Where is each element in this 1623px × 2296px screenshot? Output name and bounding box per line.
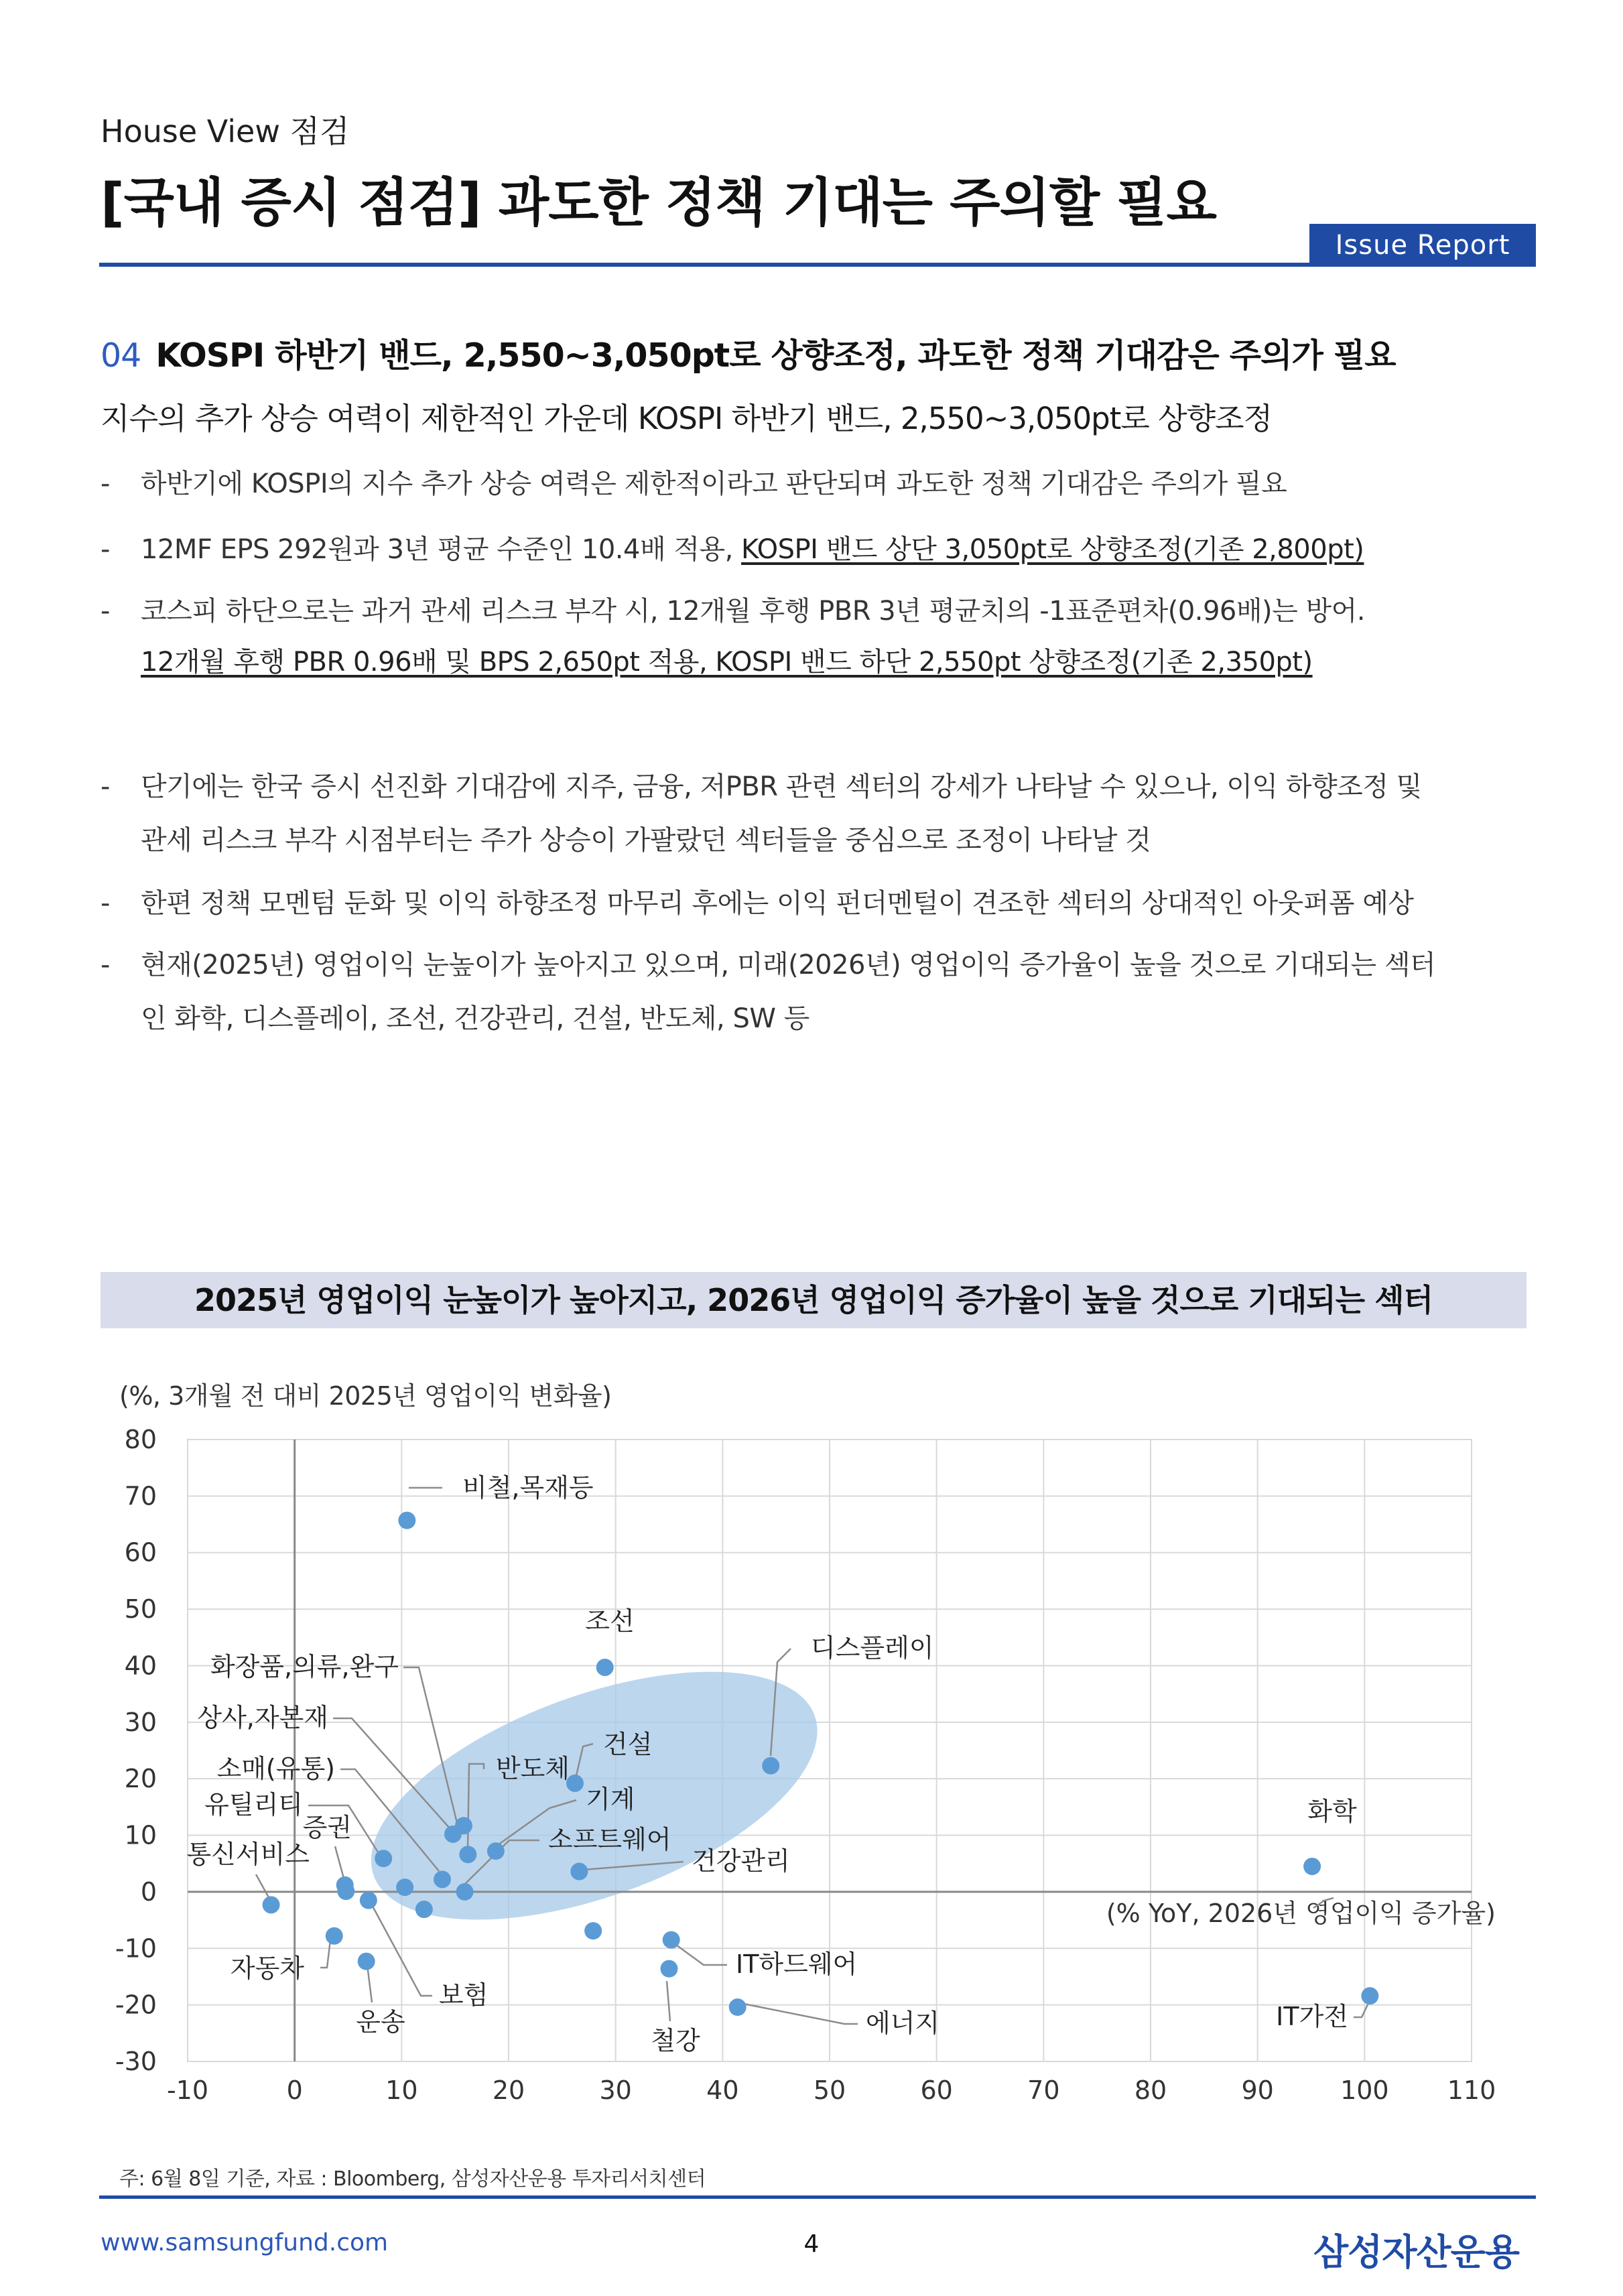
data-point [663, 1931, 680, 1949]
data-point [456, 1883, 474, 1901]
issue-report-badge: Issue Report [1309, 224, 1536, 267]
data-label: 철강 [651, 2026, 700, 2055]
x-tick-label: -10 [166, 2076, 209, 2105]
bullet-4-text: 단기에는 한국 증시 선진화 기대감에 지주, 금융, 저PBR 관련 섹터의 강세가 나타날 수 있으나, 이익 하향조정 및 [141, 771, 1422, 802]
bullet-1-text: 하반기에 KOSPI의 지수 추가 상승 여력은 제한적이라고 판단되며 과도한 정책 기대감은 주의가 필요 [141, 468, 1287, 499]
brand-logo: 삼성자산운용 [1313, 2231, 1519, 2273]
x-tick-label: 60 [920, 2076, 953, 2105]
data-point [459, 1846, 476, 1863]
footer-divider [99, 2195, 1536, 2199]
chart-x-axis-label: (% YoY, 2026년 영업이익 증가율) [1106, 1899, 1496, 1928]
data-point [398, 1512, 415, 1529]
bullet-5-text: 한편 정책 모멘텀 둔화 및 이익 하향조정 마무리 후에는 이익 펀더멘털이 견조한 섹터의 상대적인 아웃퍼폼 예상 [141, 888, 1414, 919]
data-label: 반도체 [495, 1754, 570, 1783]
data-point [434, 1870, 451, 1888]
x-tick-label: 100 [1340, 2076, 1389, 2105]
x-tick-label: 110 [1447, 2076, 1496, 2105]
data-label: 소매(유통) [216, 1754, 335, 1783]
data-point [570, 1863, 588, 1880]
data-point [444, 1826, 462, 1843]
x-tick-label: 90 [1241, 2076, 1274, 2105]
section-number: 04 [101, 336, 141, 375]
x-tick-label: 50 [813, 2076, 846, 2105]
data-point [584, 1922, 602, 1939]
data-label: 화학 [1307, 1797, 1357, 1826]
data-label: 소프트웨어 [548, 1825, 671, 1854]
x-tick-label: 10 [385, 2076, 418, 2105]
bullet-dash: - [101, 771, 110, 802]
data-point [360, 1892, 377, 1909]
chart-title: 2025년 영업이익 눈높이가 높아지고, 2026년 영업이익 증가율이 높을 것으로 기대되는 섹터 [194, 1282, 1433, 1318]
data-label: 화장품,의류,완구 [210, 1652, 399, 1681]
y-tick-label: 10 [124, 1820, 157, 1850]
x-tick-label: 70 [1027, 2076, 1060, 2105]
section-heading-text: KOSPI 하반기 밴드, 2,550~3,050pt로 상향조정, 과도한 정책 기대감은 주의가 필요 [155, 336, 1396, 375]
bullet-dash: - [101, 468, 110, 499]
data-label: IT하드웨어 [736, 1950, 858, 1979]
data-label: 건설 [603, 1730, 653, 1759]
data-point [375, 1850, 392, 1867]
data-point [729, 1998, 746, 2016]
y-tick-label: 0 [140, 1876, 157, 1907]
source-note: 주: 6월 8일 기준, 자료 : Bloomberg, 삼성자산운용 투자리서치센터 [119, 2167, 706, 2191]
data-label: 건강관리 [692, 1846, 790, 1876]
y-tick-label: 20 [124, 1764, 157, 1794]
y-tick-label: 50 [124, 1594, 157, 1624]
x-tick-label: 0 [286, 2076, 303, 2105]
y-tick-label: 40 [124, 1651, 157, 1681]
bullet-dash: - [101, 534, 110, 565]
data-label: 유틸리티 [204, 1790, 303, 1820]
data-point [358, 1953, 375, 1970]
report-overline: House View 점검 [101, 113, 350, 149]
bullet-3-text: 코스피 하단으로는 과거 관세 리스크 부각 시, 12개월 후행 PBR 3년 평균치의 -1표준편차(0.96배)는 방어. [141, 596, 1365, 627]
y-tick-label: -30 [115, 2047, 157, 2076]
bullet-6-text: 현재(2025년) 영업이익 눈높이가 높아지고 있으며, 미래(2026년) 영업이익 증가율이 높을 것으로 기대되는 섹터 [141, 950, 1436, 980]
y-tick-label: 70 [124, 1481, 157, 1511]
data-point [263, 1896, 280, 1913]
data-point [326, 1927, 343, 1945]
x-tick-label: 80 [1134, 2076, 1167, 2105]
data-label: 보험 [439, 1980, 489, 2010]
x-tick-label: 20 [492, 2076, 525, 2105]
bullet-3-underlined: 12개월 후행 PBR 0.96배 및 BPS 2,650pt 적용, KOSPI 밴드 하단 2,550pt 상향조정(기존 2,350pt) [141, 647, 1313, 678]
data-point [396, 1878, 413, 1896]
data-label: 기계 [586, 1785, 635, 1814]
data-label: 디스플레이 [811, 1633, 934, 1663]
data-point [1303, 1858, 1321, 1875]
section-subheading: 지수의 추가 상승 여력이 제한적인 가운데 KOSPI 하반기 밴드, 2,550~3,050pt로 상향조정 [101, 401, 1273, 436]
data-point [762, 1757, 779, 1775]
data-label: 통신서비스 [186, 1840, 310, 1869]
page-title: [국내 증시 점검] 과도한 정책 기대는 주의할 필요 [101, 173, 1216, 233]
data-label: 비철,목재등 [462, 1473, 594, 1503]
data-point [487, 1842, 505, 1860]
y-tick-label: 80 [124, 1425, 157, 1454]
data-label: 조선 [585, 1606, 635, 1636]
data-label: 상사,자본재 [197, 1703, 328, 1732]
bullet-2-text: 12MF EPS 292원과 3년 평균 수준인 10.4배 적용, [141, 534, 742, 565]
bullet-dash: - [101, 888, 110, 919]
data-label: 에너지 [866, 2008, 940, 2038]
data-point [596, 1659, 614, 1676]
y-tick-label: -10 [115, 1933, 157, 1964]
y-tick-label: -20 [115, 1990, 157, 2020]
data-point [661, 1960, 678, 1978]
bullet-6-continuation: 인 화학, 디스플레이, 조선, 건강관리, 건설, 반도체, SW 등 [141, 1003, 809, 1034]
data-point [1361, 1987, 1378, 2004]
chart-y-axis-label: (%, 3개월 전 대비 2025년 영업이익 변화율) [119, 1381, 612, 1411]
bullet-4-continuation: 관세 리스크 부각 시점부터는 주가 상승이 가팔랐던 섹터들을 중심으로 조정이 나타날 것 [141, 825, 1151, 856]
data-point [337, 1883, 354, 1900]
bullet-dash: - [101, 596, 110, 627]
y-tick-label: 30 [124, 1707, 157, 1737]
bullet-2-underlined: KOSPI 밴드 상단 3,050pt로 상향조정(기존 2,800pt) [741, 534, 1364, 565]
x-tick-label: 30 [599, 2076, 632, 2105]
data-label: 운송 [356, 2007, 405, 2037]
page-number: 4 [803, 2230, 820, 2258]
website-link[interactable]: www.samsungfund.com [101, 2229, 389, 2256]
y-tick-label: 60 [124, 1537, 157, 1568]
data-point [415, 1901, 433, 1918]
data-label: IT가전 [1276, 2002, 1348, 2031]
bullet-dash: - [101, 950, 110, 980]
data-label: 자동차 [230, 1954, 304, 1983]
x-tick-label: 40 [706, 2076, 739, 2105]
data-label: 증권 [302, 1813, 352, 1842]
